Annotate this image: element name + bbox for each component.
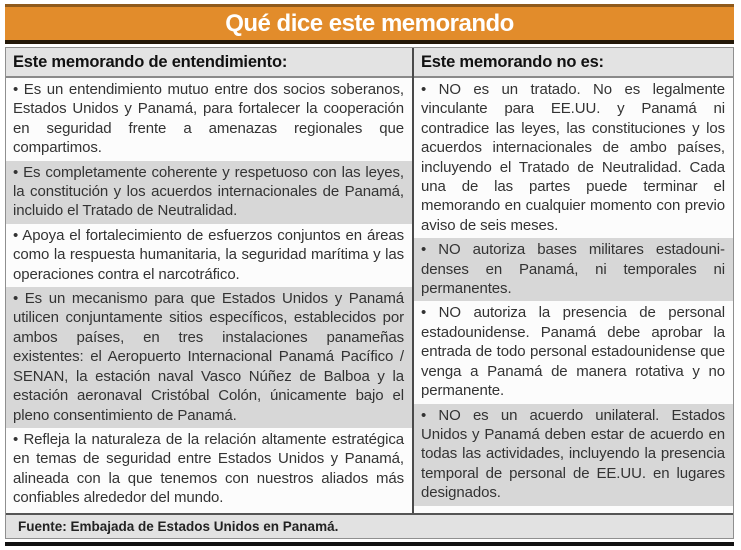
source-footer: Fuente: Embajada de Estados Unidos en Panamá. [6,513,733,538]
column-what-it-is-not [414,48,733,513]
column-right-header: Este memorando no es: [414,48,733,78]
memo-item: • NO es un tratado. No es legalmente vinculante para EE.UU. y Panamá ni contradice las leyes, las constituciones y los acuerdos internacionales de ambo países, incluyendo el Tratado de Neutralidad. Cada una de las partes puede terminar el memorando en cualquier momento con previo aviso de seis meses. [421,81,725,234]
title-bar [5,4,734,40]
column-left-header: Este memorando de entendimiento: [6,48,412,78]
memo-table [5,47,734,539]
title-underline [5,40,734,44]
memo-item: • NO es un acuerdo unilateral. Estados Unidos y Panamá deben estar de acuerdo en todas las actividades, incluyendo la presencia temporal de personal de EE.UU. en lugares designados. [414,404,733,506]
page-title: Qué dice este memorando [225,9,514,37]
memo-item: • Es un entendimiento mutuo entre dos socios soberanos, Estados Unidos y Panamá, para fortalecer la cooperación en seguridad frente a amenazas regionales que compartimos. [13,81,404,157]
bottom-rule [5,542,734,546]
columns-row [6,48,733,513]
memo-item: • Apoya el fortalecimiento de esfuerzos conjuntos en áreas como la respuesta humanitaria, la seguridad marítima y las operaciones contra el narcotráfico. [13,226,404,283]
column-what-it-is [6,48,412,513]
memo-item: • Es un mecanismo para que Estados Unidos y Panamá utilicen conjuntamente sitios específicos, establecidos por ambos países, en tres instalaciones panameñas existentes: el Aeropuerto Internacional Panamá Pacífico / SENAN, la estación naval Vasco Núñez de Balboa y la estación aeronaval Cristóbal Colón, únicamente bajo el pleno consentimiento de Panamá. [6,287,412,428]
memo-item: • Refleja la naturaleza de la relación altamente estratégica en temas de seguridad entre Estados Unidos y Panamá, alineada con la que tenemos con nuestros aliados más confiables alrededor del mundo. [13,430,404,507]
memo-item: • NO autoriza bases militares estadounidenses en Panamá, ni temporales ni permanentes. [414,238,733,301]
memo-item: • Es completamente coherente y respetuoso con las leyes, la constitución y los acuerdos internacionales de Panamá, incluido el Tratado de Neutralidad. [6,161,412,224]
memo-item: • NO autoriza la presencia de personal estadounidense. Panamá debe aprobar la entrada de todo personal estadounidense que venga a Panamá de manera rotativa y no permanente. [421,304,725,400]
